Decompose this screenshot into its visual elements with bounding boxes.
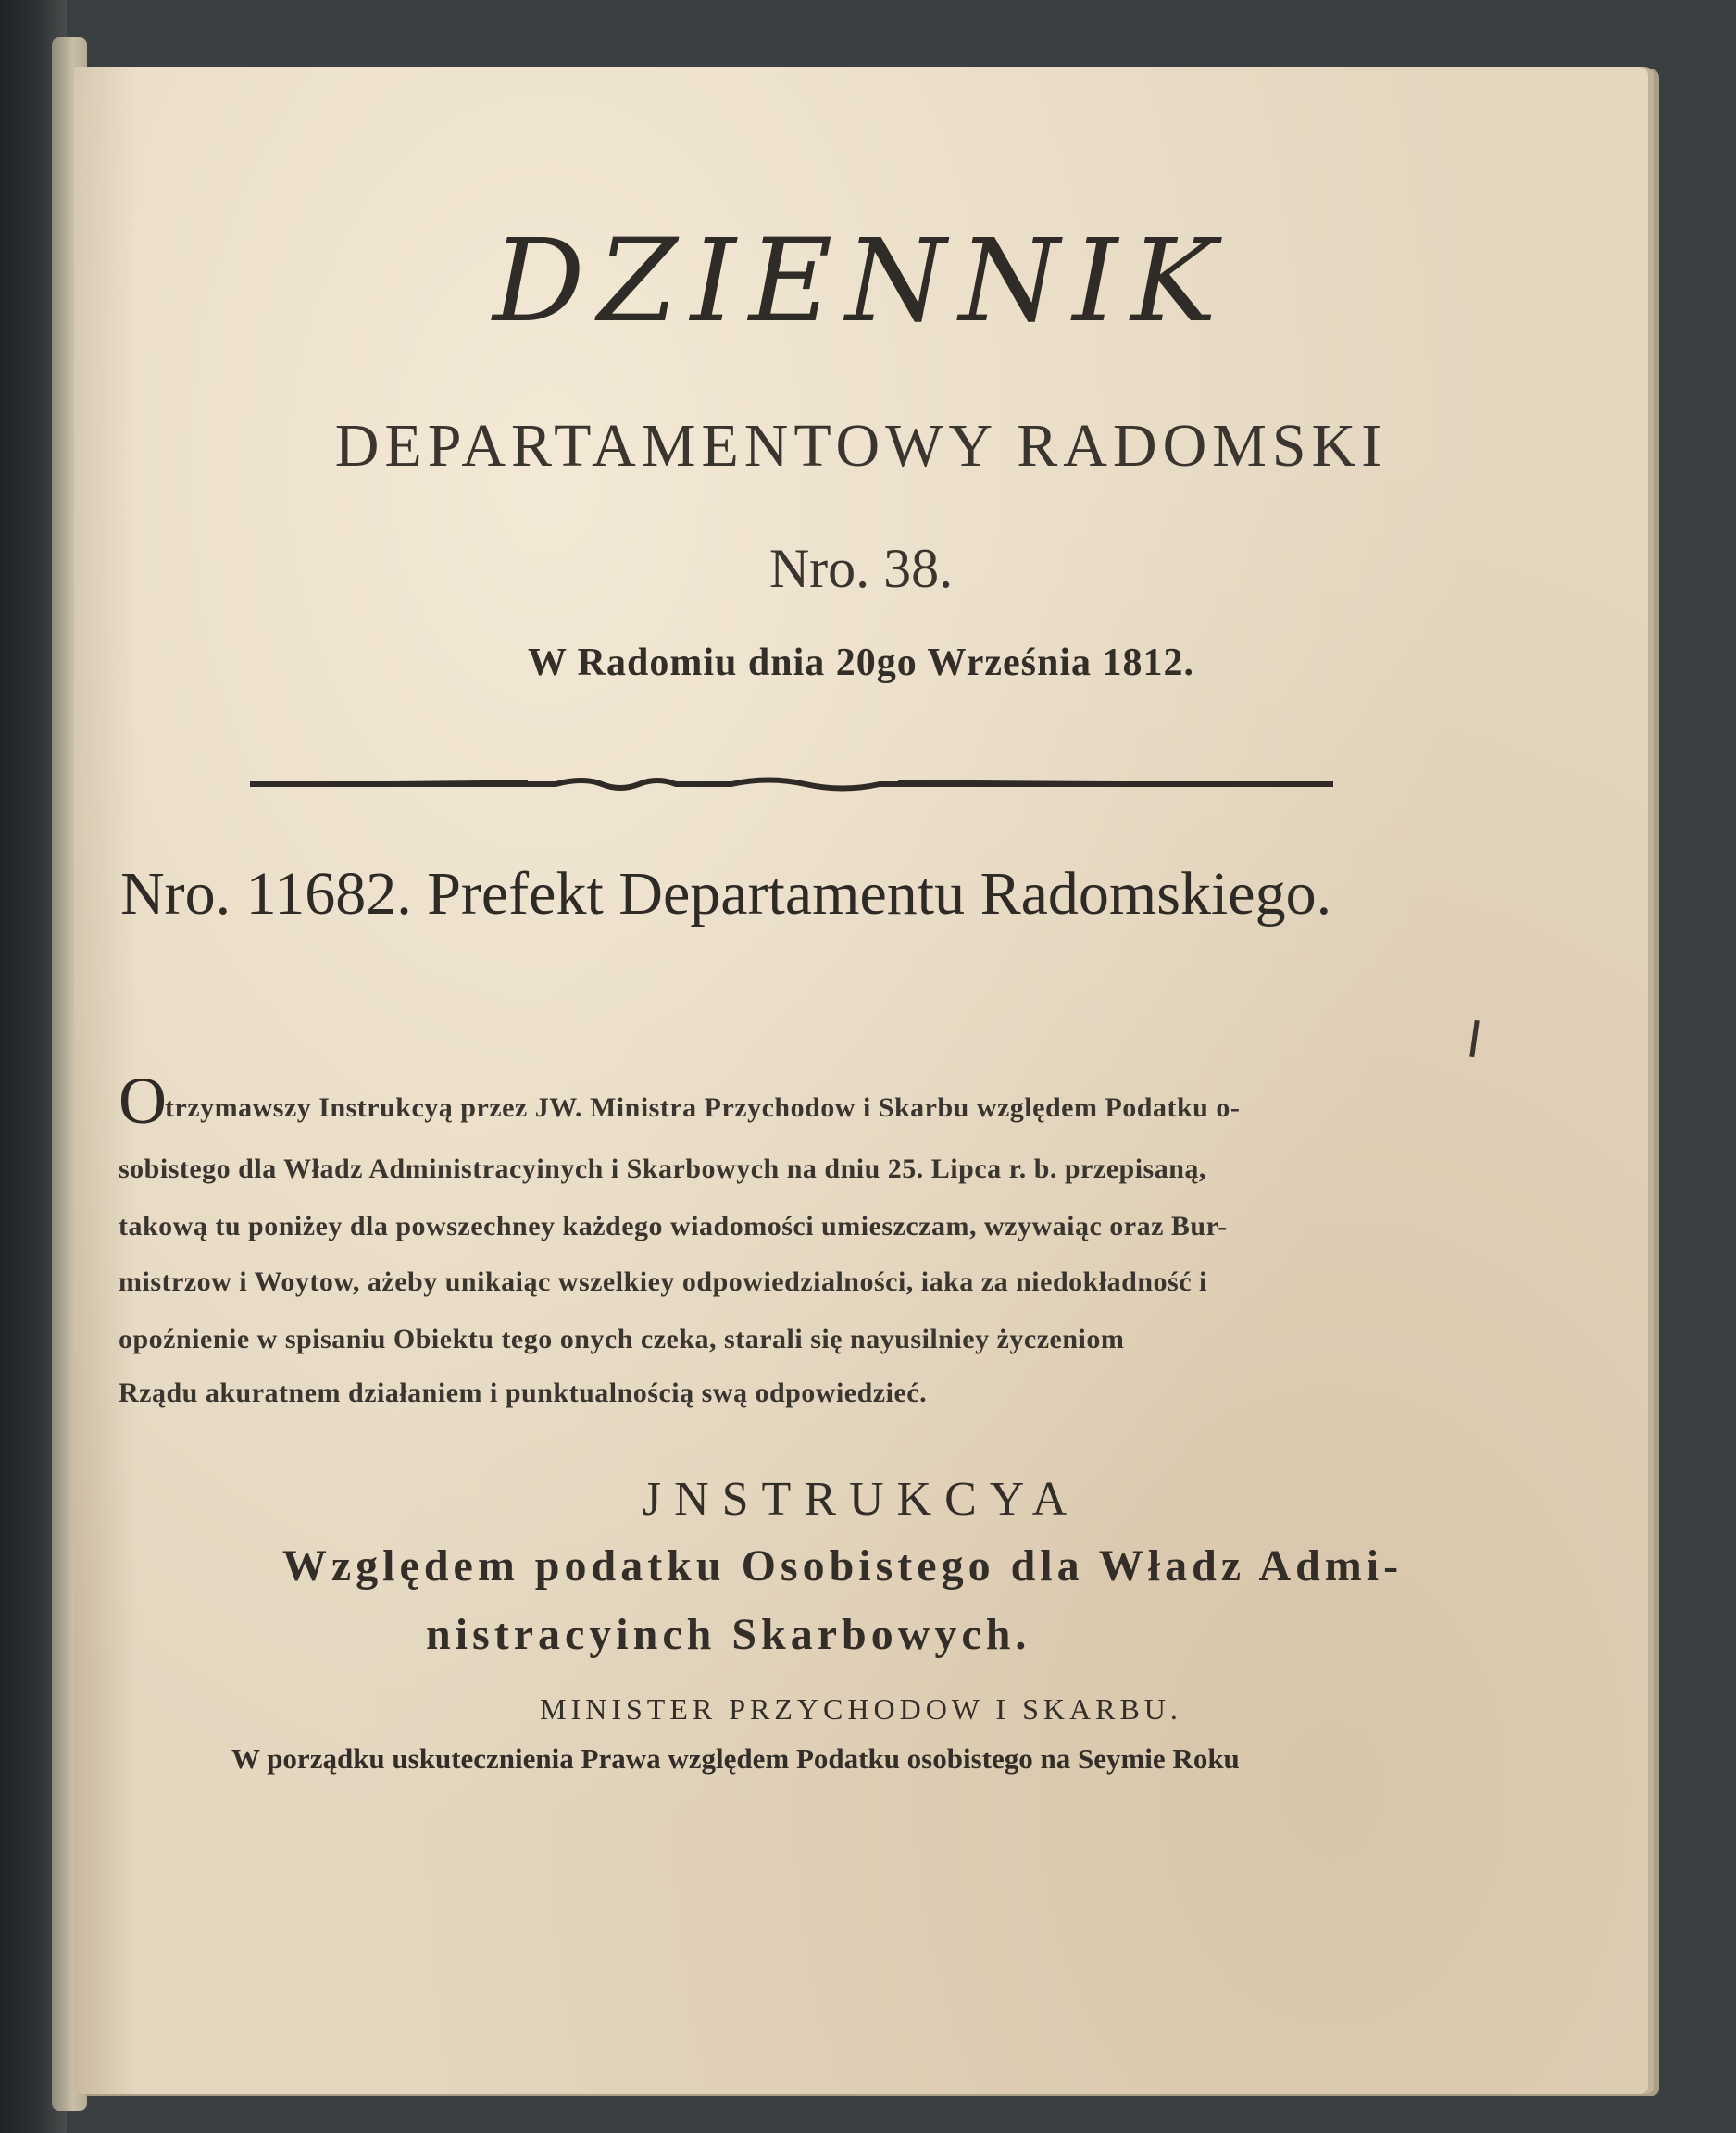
paragraph-line: mistrzow i Woytow, ażeby unikaiąc wszelkiey odpowiedzialności, iaka za niedokładność i [119,1266,1207,1297]
drop-cap: O [119,1064,167,1138]
paragraph-line: Rządu akuratnem działaniem i punktualnością swą odpowiedzieć. [119,1378,928,1408]
minister-heading: MINISTER PRZYCHODOW I SKARBU. [540,1692,1182,1726]
paragraph-line: opoźnienie w spisaniu Obiektu tego onych czeka, starali się nayusilniey życzeniom [119,1324,1125,1354]
ink-mark [1469,1020,1480,1057]
paragraph-line: trzymawszy Instrukcyą przez JW. Ministra Przychodow i Skarbu względem Podatku o- [165,1092,1241,1123]
dateline: W Radomiu dnia 20go Września 1812. [527,642,1195,684]
article-heading: Nro. 11682. Prefekt Departamentu Radomskiego. [120,860,1332,928]
document-page [74,67,1648,2094]
instruction-first-line: W porządku uskutecznienia Prawa względem Podatku osobistego na Seymie Roku [231,1742,1240,1775]
masthead-subtitle: DEPARTAMENTOWY RADOMSKI [334,412,1388,480]
instruction-subtitle-line: nistracyinch Skarbowych. [426,1610,1031,1659]
page-right-edge [1646,93,1659,2074]
instruction-subtitle-line: Względem podatku Osobistego dla Władz Admi- [281,1541,1404,1590]
paragraph-line: takową tu poniżey dla powszechney każdego wiadomości umieszczam, wzywaiąc oraz Bur- [119,1211,1228,1241]
issue-number: Nro. 38. [768,538,954,599]
ornamental-rule [250,772,1333,796]
paragraph-line: sobistego dla Władz Administracyinych i Skarbowych na dniu 25. Lipca r. b. przepisaną, [119,1154,1206,1184]
masthead-title: DZIENNIK [493,215,1230,348]
instruction-title: JNSTRUKCYA [642,1473,1080,1526]
